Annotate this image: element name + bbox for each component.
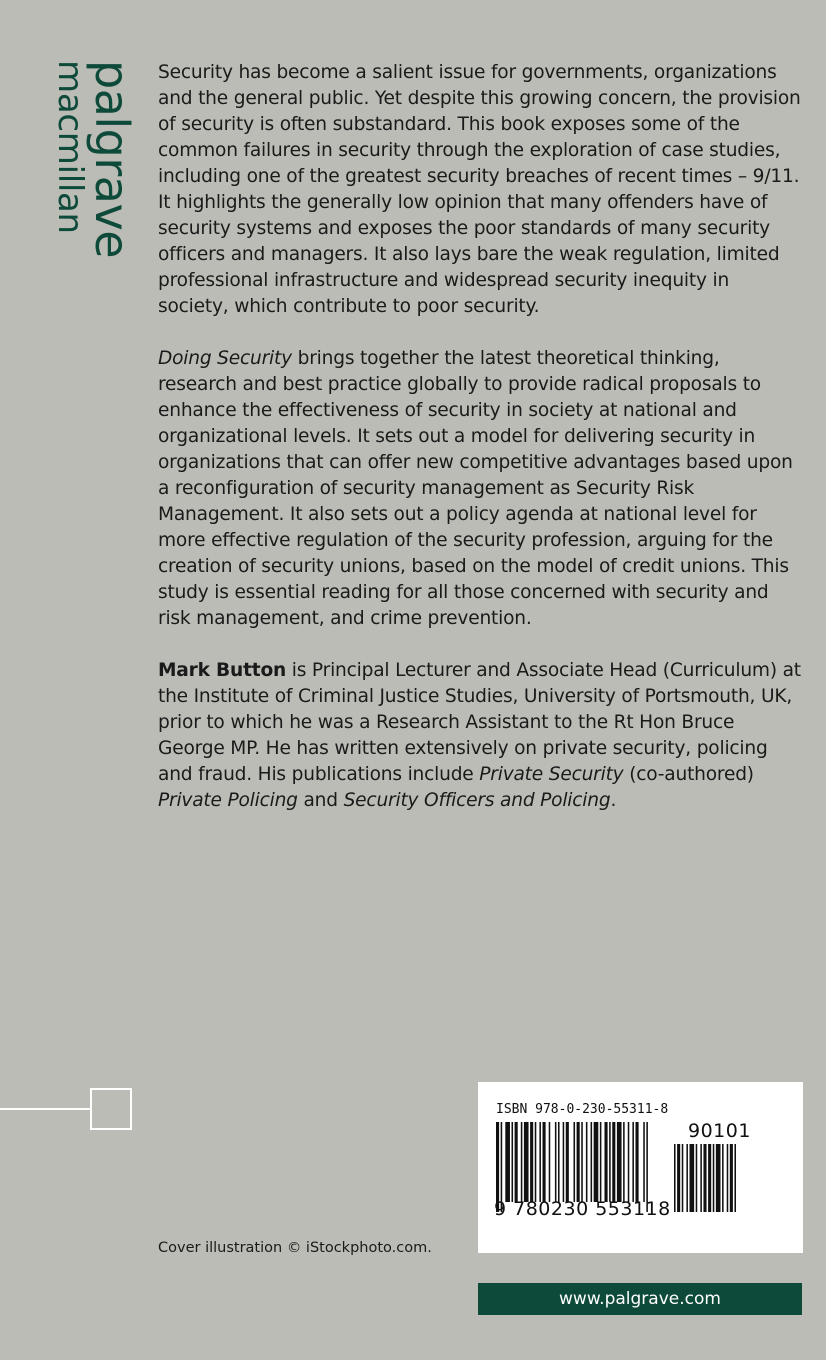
publication-title-1: Private Security: [479, 764, 624, 785]
blurb-paragraph-1: Security has become a salient issue for governments, organizations and the general public. Yet despite this growing concern, the provision of security is often substandard. This book exposes some of the common failures in security through the exploration of case studies, including one of the greatest security breaches of recent times – 9/11. It highlights the generally low opinion that many offenders have of security systems and exposes the poor standards of many security officers and managers. It also lays bare the weak regulation, limited professional infrastructure and widespread security inequity in society, which contribute to poor security.: [158, 62, 801, 317]
publication-title-2: Private Policing: [158, 790, 298, 811]
ean-digits: 9 780230 553118: [494, 1198, 671, 1220]
decorative-square: [90, 1088, 132, 1130]
blurb-paragraph-2: [158, 346, 802, 632]
author-name: Mark Button: [158, 660, 287, 681]
publisher-url[interactable]: www.palgrave.com: [478, 1283, 802, 1315]
barcode-panel: [478, 1082, 803, 1253]
isbn-label: ISBN 978-0-230-55311-8: [496, 1102, 669, 1117]
cover-credit: Cover illustration © iStockphoto.com.: [158, 1240, 432, 1256]
logo-macmillan: macmillan: [50, 60, 90, 234]
blurb-paragraph-2-text: brings together the latest theoretical thinking, research and best practice globally to provide radical proposals to enhance the effectiveness of security in society at national and organizational levels. It sets out a model for delivering security in organizations that can offer new competitive advantages based upon a reconfiguration of security management as Security Risk Management. It also sets out a policy agenda at national level for more effective regulation of the security profession, arguing for the creation of security unions, based on the model of credit unions. This study is essential reading for all those concerned with security and risk management, and crime prevention.: [158, 348, 793, 629]
publisher-logo: [48, 60, 139, 260]
decorative-line: [0, 1108, 90, 1110]
publication-title-3: Security Officers and Policing: [343, 790, 611, 811]
author-bio-text-d: .: [610, 790, 617, 811]
addon-digits: 90101: [688, 1120, 751, 1142]
author-bio-text-a: is Principal Lecturer and Associate Head (Curriculum) at the Institute of Criminal Justice Studies, University of Portsmouth, UK, prior to which he was a Research Assistant to the Rt Hon Bruce George MP. He has written extensively on private security, policing and fraud. His publications include: [158, 660, 801, 785]
author-bio-text-b: (co-authored): [623, 764, 754, 785]
author-bio-text-c: and: [297, 790, 344, 811]
book-title-italic: Doing Security: [158, 348, 292, 369]
logo-palgrave: palgrave: [85, 60, 139, 258]
back-cover-blurb: [158, 60, 802, 840]
author-bio: [158, 658, 802, 814]
